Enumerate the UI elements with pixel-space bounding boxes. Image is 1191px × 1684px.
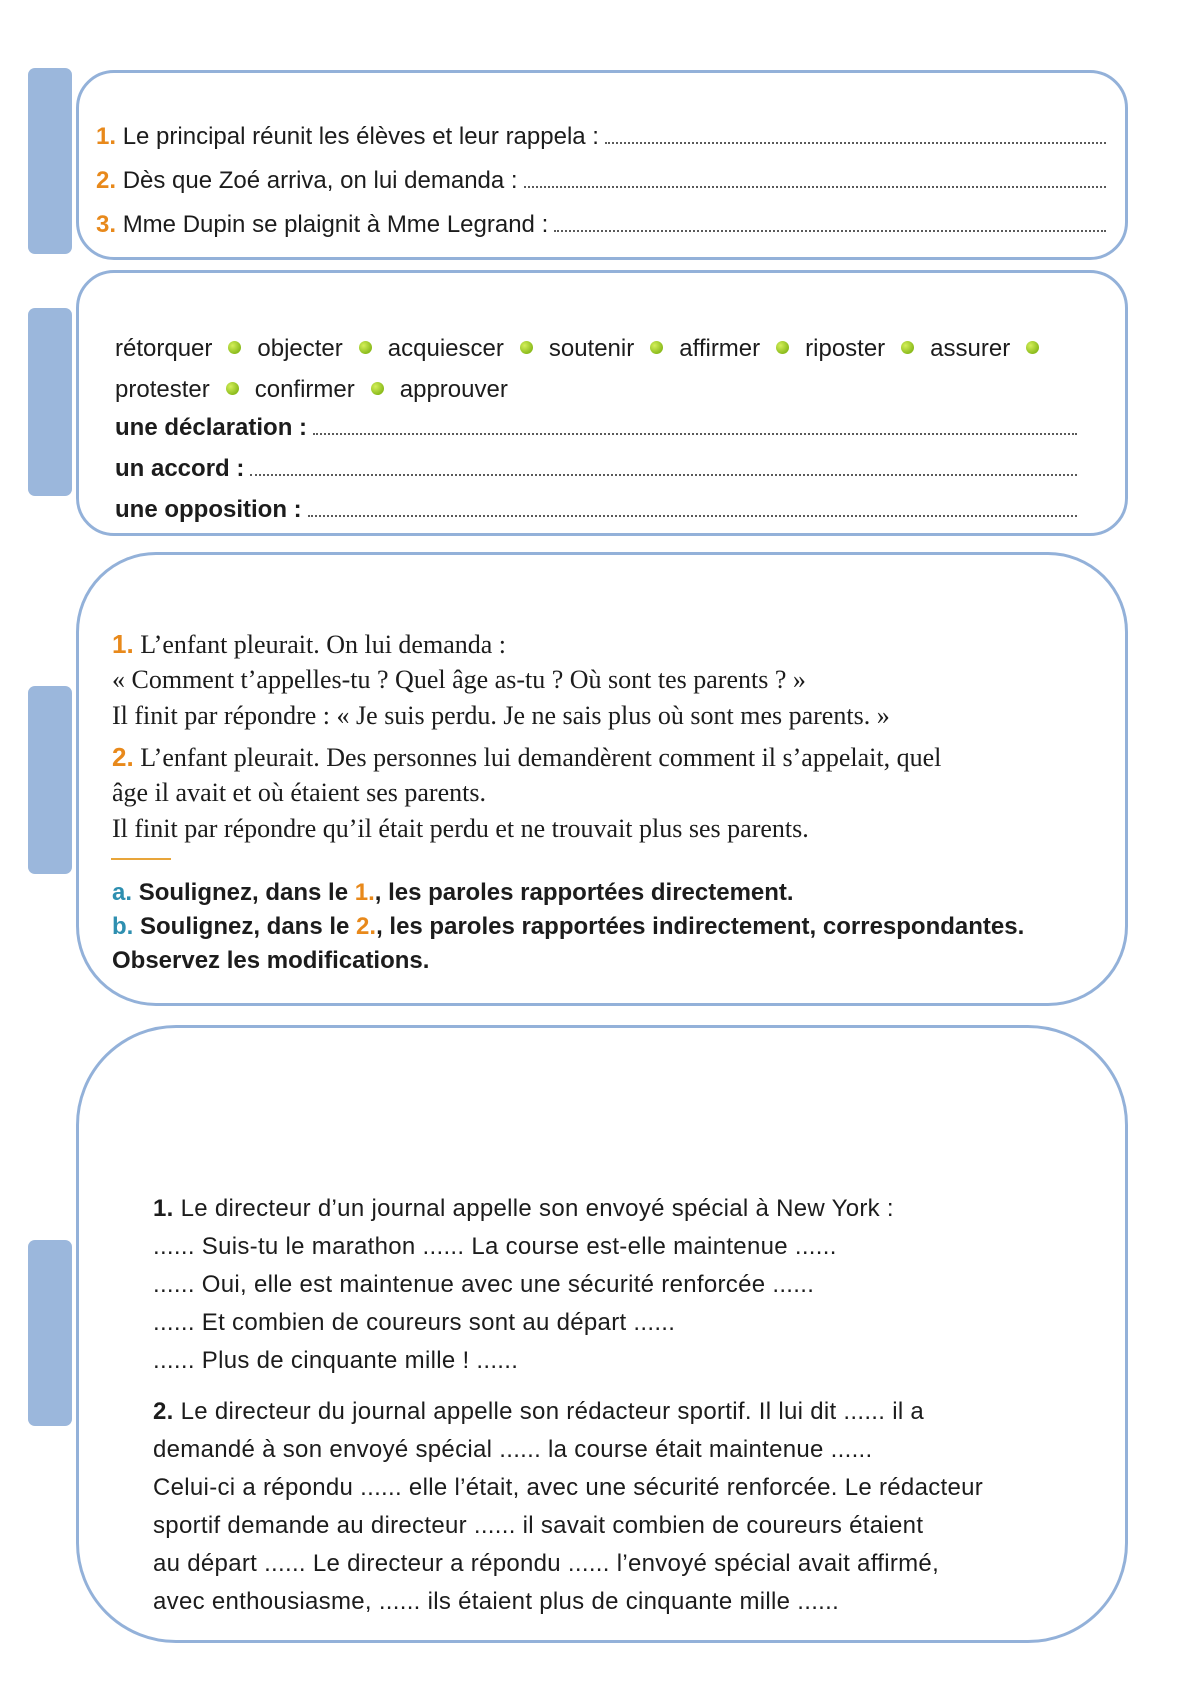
verb: soutenir: [548, 335, 635, 362]
ex3-p1-line1: 1. L’enfant pleurait. On lui demanda :: [112, 629, 507, 659]
exercise-3-box: [76, 552, 1128, 1006]
bullet-icon: [520, 341, 533, 354]
ex1-item-3: 3. Mme Dupin se plaignit à Mme Legrand :: [96, 211, 1106, 239]
bullet-icon: [776, 341, 789, 354]
ex3-p2-line2: âge il avait et où étaient ses parents.: [112, 778, 486, 807]
answer-line[interactable]: [308, 515, 1077, 517]
ex4-p1-line: ...... Suis-tu le marathon ...... La course est-elle maintenue ......: [153, 1233, 837, 1260]
exercise-1-box: [76, 70, 1128, 260]
bullet-icon: [371, 382, 384, 395]
category-opposition: une opposition :: [115, 496, 1077, 524]
verb-list-row-1: [115, 335, 1055, 363]
ex1-item-1-text: Le principal réunit les élèves et leur rappela :: [122, 123, 599, 150]
bullet-icon: [359, 341, 372, 354]
answer-line[interactable]: [313, 433, 1077, 435]
answer-line[interactable]: [250, 474, 1077, 476]
question-b-line2: Observez les modifications.: [112, 947, 430, 974]
ex3-p1-line3: Il finit par répondre : « Je suis perdu. Je ne sais plus où sont mes parents. »: [112, 701, 890, 730]
ex3-p1-line2: « Comment t’appelles-tu ? Quel âge as-tu ? Où sont tes parents ? »: [112, 665, 806, 694]
ex1-item-2: 2. Dès que Zoé arriva, on lui demanda :: [96, 167, 1106, 195]
verb: acquiescer: [387, 335, 504, 362]
ex4-p1-line: ...... Et combien de coureurs sont au départ ......: [153, 1309, 676, 1336]
bullet-icon: [650, 341, 663, 354]
verb: affirmer: [679, 335, 761, 362]
ex3-p2-line3: Il finit par répondre qu’il était perdu et ne trouvait plus ses parents.: [112, 814, 809, 843]
ex4-p2-intro: 2. Le directeur du journal appelle son rédacteur sportif. Il lui dit ...... il a: [153, 1398, 925, 1425]
ex4-p2-line: avec enthousiasme, ...... ils étaient plus de cinquante mille ......: [153, 1588, 840, 1615]
ex4-p2-line: sportif demande au directeur ...... il savait combien de coureurs étaient: [153, 1512, 924, 1539]
question-b: b. Soulignez, dans le 2., les paroles rapportées indirectement, correspondantes.: [112, 913, 1025, 940]
verb: objecter: [257, 335, 343, 362]
verb: rétorquer: [115, 335, 213, 362]
exercise-tab-4: [28, 1240, 72, 1426]
ex4-p1-line: ...... Oui, elle est maintenue avec une sécurité renforcée ......: [153, 1271, 815, 1298]
ex1-item-1: 1. Le principal réunit les élèves et leur rappela :: [96, 123, 1106, 151]
verb-list-row-2: [115, 376, 508, 404]
bullet-icon: [1026, 341, 1039, 354]
verb: protester: [115, 376, 210, 403]
answer-line[interactable]: [524, 186, 1106, 188]
bullet-icon: [226, 382, 239, 395]
ex4-p2-line: demandé à son envoyé spécial ...... la course était maintenue ......: [153, 1436, 873, 1463]
ex4-p1-intro: 1. Le directeur d’un journal appelle son envoyé spécial à New York :: [153, 1195, 894, 1222]
divider: [111, 858, 171, 860]
ex1-item-3-text: Mme Dupin se plaignit à Mme Legrand :: [122, 211, 549, 238]
verb: riposter: [805, 335, 886, 362]
exercise-4-box: [76, 1025, 1128, 1643]
category-accord: un accord :: [115, 455, 1077, 483]
bullet-icon: [228, 341, 241, 354]
exercise-2-box: [76, 270, 1128, 536]
bullet-icon: [901, 341, 914, 354]
verb: confirmer: [254, 376, 355, 403]
exercise-tab-2: [28, 308, 72, 496]
answer-line[interactable]: [605, 142, 1106, 144]
category-declaration: une déclaration :: [115, 414, 1077, 442]
ex1-item-2-text: Dès que Zoé arriva, on lui demanda :: [122, 167, 518, 194]
verb: approuver: [399, 376, 508, 403]
verb: assurer: [930, 335, 1011, 362]
ex4-p1-line: ...... Plus de cinquante mille ! ......: [153, 1347, 519, 1374]
answer-line[interactable]: [554, 230, 1106, 232]
ex4-p2-line: Celui-ci a répondu ...... elle l’était, avec une sécurité renforcée. Le rédacteur: [153, 1474, 984, 1501]
ex4-p2-line: au départ ...... Le directeur a répondu ...... l’envoyé spécial avait affirmé,: [153, 1550, 940, 1577]
ex3-p2-line1: 2. L’enfant pleurait. Des personnes lui demandèrent comment il s’appelait, quel: [112, 742, 942, 772]
exercise-tab-3: [28, 686, 72, 874]
question-a: a. Soulignez, dans le 1., les paroles rapportées directement.: [112, 879, 794, 906]
exercise-tab-1: [28, 68, 72, 254]
